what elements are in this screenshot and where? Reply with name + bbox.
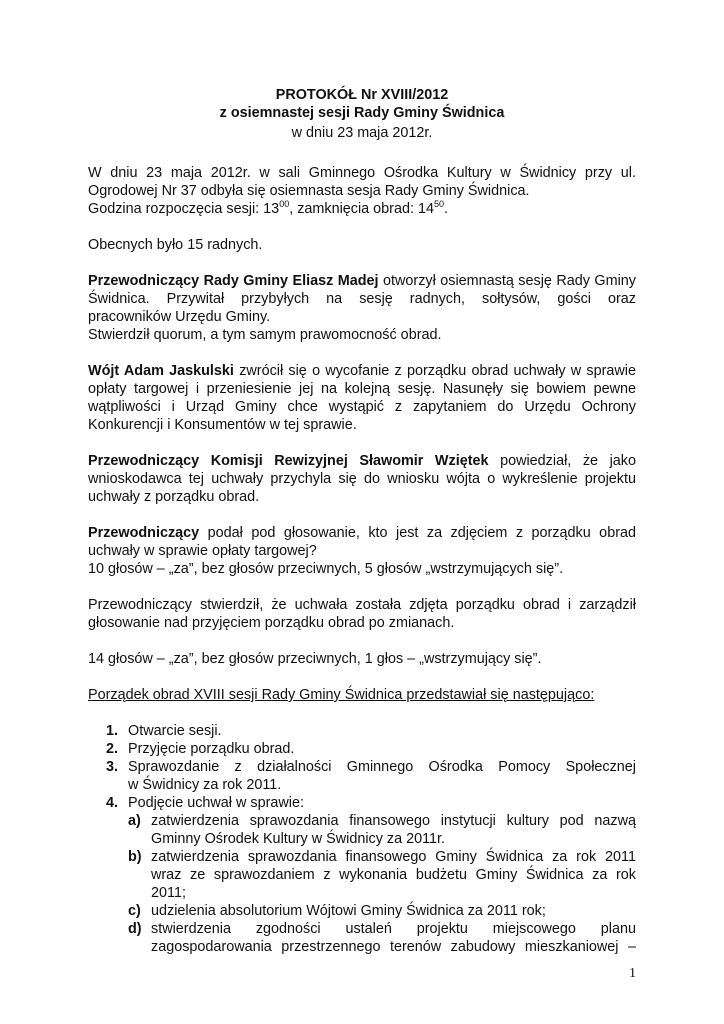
agenda-subitem (88, 902, 636, 920)
text-line: Przewodniczący stwierdził, że uchwała została zdjęta porządku obrad i zarządził (88, 597, 636, 613)
end-minutes: 50 (434, 199, 445, 209)
text-run: , zamknięcia obrad: 14 (289, 201, 434, 217)
speaker-name: Przewodniczący (88, 525, 200, 541)
item-text: Otwarcie sesji. (128, 723, 222, 739)
item-number: 2. (106, 741, 119, 757)
paragraph-session-info (88, 164, 636, 218)
subitem-text: zatwierdzenia sprawozdania finansowego Gminy Świdnica za rok 2011 (151, 849, 636, 865)
vote-result: 14 głosów – „za”, bez głosów przeciwnych, 1 głos – „wstrzymujący się”. (88, 651, 542, 667)
protocol-date: w dniu 23 maja 2012r. (291, 125, 433, 141)
agenda-subitem (88, 812, 636, 848)
text-line: W dniu 23 maja 2012r. w sali Gminnego Ośrodka Kultury w Świdnicy przy ul. (88, 165, 636, 181)
text-line: wnioskodawca tej uchwały przychyla się do wniosku wójta o wykreślenie projektu (88, 471, 636, 487)
item-number: 4. (106, 795, 119, 811)
text-line: wątpliwości i Urząd Gminy chce wystąpić z zapytaniem do Urzędu Ochrony (88, 399, 636, 415)
start-minutes: 00 (279, 199, 290, 209)
text-line (88, 272, 636, 290)
subitem-text: zatwierdzenia sprawozdania finansowego instytucji kultury pod nazwą (151, 813, 636, 829)
item-text: Przyjęcie porządku obrad. (128, 741, 295, 757)
text-run: podał pod głosowanie, kto jest za zdjęciem z porządku obrad (199, 525, 636, 541)
paragraph-opening (88, 272, 636, 344)
agenda-list (88, 722, 636, 956)
agenda-item (88, 758, 636, 794)
subitem-text: zagospodarowania przestrzennego terenów zabudowy mieszkaniowej – (151, 939, 636, 955)
text-run: powiedział, że jako (488, 453, 636, 469)
item-text: Podjęcie uchwał w sprawie: (128, 795, 304, 811)
item-text: Sprawozdanie z działalności Gminnego Ośrodka Pomocy Społecznej (128, 759, 636, 775)
paragraph-attendance: Obecnych było 15 radnych. (88, 237, 263, 253)
text-run: Godzina rozpoczęcia sesji: 13 (88, 201, 280, 217)
paragraph-audit-committee (88, 452, 636, 506)
paragraph-vote-removal (88, 524, 636, 578)
paragraph-agenda-change (88, 596, 636, 632)
text-line: uchwały w sprawie opłaty targowej? (88, 543, 317, 559)
text-line: opłaty targowej i przeniesienie jej na kolejną sesję. Nasunęły się bowiem pewne (88, 381, 636, 397)
item-text: w Świdnicy za rok 2011. (128, 777, 282, 793)
speaker-name: Przewodniczący Rady Gminy Eliasz Madej (88, 273, 379, 289)
subitem-text: 2011; (151, 885, 186, 901)
vote-result: 10 głosów – „za”, bez głosów przeciwnych, 5 głosów „wstrzymujących się”. (88, 561, 564, 577)
text-run: otworzył osiemnastą sesję Rady Gminy (378, 273, 636, 289)
speaker-name: Przewodniczący Komisji Rewizyjnej Sławomir Wziętek (88, 453, 489, 469)
text-line: Konkurencji i Konsumentów w tej sprawie. (88, 417, 357, 433)
paragraph-mayor (88, 362, 636, 434)
protocol-subtitle: z osiemnastej sesji Rady Gminy Świdnica (219, 105, 505, 121)
text-line (88, 362, 636, 380)
document-body (88, 164, 636, 956)
text-line: Świdnica. Przywitał przybyłych na sesję radnych, sołtysów, gości oraz (88, 291, 636, 307)
protocol-title: PROTOKÓŁ Nr XVIII/2012 (275, 87, 449, 103)
protocol-header (88, 86, 636, 142)
text-line: Stwierdził quorum, a tym samym prawomocność obrad. (88, 327, 442, 343)
agenda-item (88, 740, 636, 758)
subitem-text: udzielenia absolutorium Wójtowi Gminy Świdnica za 2011 rok; (151, 903, 546, 919)
subitem-letter: c) (128, 903, 141, 919)
text-run: . (444, 201, 449, 217)
item-number: 3. (106, 759, 119, 775)
text-line (88, 524, 636, 542)
agenda-item (88, 794, 636, 812)
agenda-heading: Porządek obrad XVIII sesji Rady Gminy Świdnica przedstawiał się następująco: (88, 687, 595, 703)
subitem-text: wraz ze sprawozdaniem z wykonania budżetu Gminy Świdnica za rok (151, 867, 636, 883)
subitem-letter: b) (128, 849, 142, 865)
text-line: uchwały z porządku obrad. (88, 489, 260, 505)
subitem-text: stwierdzenia zgodności ustaleń projektu miejscowego planu (151, 921, 636, 937)
agenda-item (88, 722, 636, 740)
subitem-text: Gminny Ośrodek Kultury w Świdnicy za 2011r. (151, 831, 446, 847)
session-hours (88, 200, 636, 218)
text-line: pracowników Urzędu Gminy. (88, 309, 271, 325)
subitem-letter: a) (128, 813, 141, 829)
page-number: 1 (629, 966, 636, 981)
speaker-name: Wójt Adam Jaskulski (88, 363, 234, 379)
agenda-subitem (88, 848, 636, 902)
text-line: głosowanie nad przyjęciem porządku obrad po zmianach. (88, 615, 455, 631)
agenda-subitem (88, 920, 636, 956)
text-line (88, 452, 636, 470)
item-number: 1. (106, 723, 119, 739)
subitem-letter: d) (128, 921, 142, 937)
text-run: zwrócił się o wycofanie z porządku obrad uchwały w sprawie (233, 363, 636, 379)
text-line: Ogrodowej Nr 37 odbyła się osiemnasta sesja Rady Gminy Świdnica. (88, 183, 530, 199)
